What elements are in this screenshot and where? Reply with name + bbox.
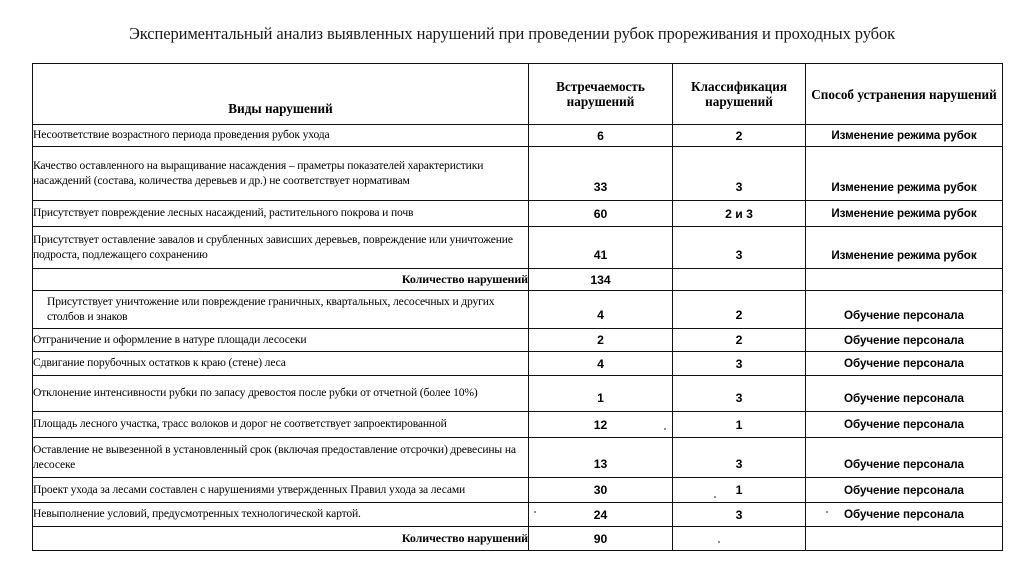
cell-classification: 3 [673, 147, 806, 201]
column-header-type: Виды нарушений [33, 64, 529, 125]
cell-remedy: Обучение персонала [806, 329, 1003, 352]
table-row [33, 291, 1003, 329]
table-summary-row [33, 527, 1003, 551]
table-row [33, 125, 1003, 147]
cell-frequency: 4 [529, 291, 673, 329]
table-row [33, 438, 1003, 478]
cell-violation-type: Несоответствие возрастного периода проведения рубок ухода [33, 125, 529, 147]
table-row [33, 412, 1003, 438]
cell-classification: 3 [673, 227, 806, 269]
cell-violation-type: Качество оставленного на выращивание насаждения – праметры показателей характеристики насаждений (состава, количества деревьев и др.) не соответствует нормативам [33, 147, 529, 201]
cell-remedy: Изменение режима рубок [806, 125, 1003, 147]
cell-remedy: Обучение персонала [806, 503, 1003, 527]
cell-frequency: 6 [529, 125, 673, 147]
table-row [33, 503, 1003, 527]
cell-violation-type: Отклонение интенсивности рубки по запасу древостоя после рубки от отчетной (более 10%) [33, 376, 529, 412]
summary-blank-classification [673, 269, 806, 291]
table-row [33, 201, 1003, 227]
cell-frequency: 33 [529, 147, 673, 201]
summary-total: 134 [529, 269, 673, 291]
cell-remedy: Обучение персонала [806, 376, 1003, 412]
table-row [33, 352, 1003, 376]
cell-remedy: Изменение режима рубок [806, 227, 1003, 269]
cell-violation-type: Отграничение и оформление в натуре площади лесосеки [33, 329, 529, 352]
column-header-frequency: Встречаемость нарушений [529, 64, 673, 125]
cell-frequency: 1 [529, 376, 673, 412]
cell-violation-type: Присутствует оставление завалов и срубленных зависших деревьев, повреждение или уничтожение подроста, подлежащего сохранению [33, 227, 529, 269]
table-summary-row [33, 269, 1003, 291]
page-title: Экспериментальный анализ выявленных нарушений при проведении рубок прореживания и проходных рубок [128, 24, 896, 43]
cell-classification: 2 [673, 291, 806, 329]
cell-classification: 2 и 3 [673, 201, 806, 227]
scan-speck [714, 496, 716, 498]
cell-classification: 2 [673, 329, 806, 352]
table-header-row [33, 64, 1003, 125]
summary-label: Количество нарушений [33, 527, 529, 551]
column-header-classification: Классификация нарушений [673, 64, 806, 125]
cell-classification: 3 [673, 352, 806, 376]
table-header [33, 64, 1003, 125]
scan-speck [534, 511, 536, 513]
cell-classification: 3 [673, 376, 806, 412]
scan-speck [826, 511, 828, 513]
cell-violation-type: Невыполнение условий, предусмотренных технологической картой. [33, 503, 529, 527]
table-row [33, 147, 1003, 201]
scan-speck [718, 541, 720, 543]
summary-blank-remedy [806, 527, 1003, 551]
violations-table-container [32, 63, 1002, 551]
cell-violation-type: Сдвигание порубочных остатков к краю (стене) леса [33, 352, 529, 376]
cell-classification: 3 [673, 438, 806, 478]
table-body [33, 125, 1003, 551]
cell-remedy: Изменение режима рубок [806, 201, 1003, 227]
cell-frequency: 30 [529, 478, 673, 503]
cell-frequency: 4 [529, 352, 673, 376]
cell-frequency: 41 [529, 227, 673, 269]
cell-remedy: Обучение персонала [806, 291, 1003, 329]
cell-frequency: 2 [529, 329, 673, 352]
cell-frequency: 12 [529, 412, 673, 438]
cell-classification: 3 [673, 503, 806, 527]
violations-table [32, 63, 1003, 551]
table-row [33, 478, 1003, 503]
cell-frequency: 13 [529, 438, 673, 478]
cell-classification: 1 [673, 478, 806, 503]
summary-blank-remedy [806, 269, 1003, 291]
table-row [33, 329, 1003, 352]
column-header-remedy: Способ устранения нарушений [806, 64, 1003, 125]
cell-remedy: Изменение режима рубок [806, 147, 1003, 201]
cell-violation-type: Проект ухода за лесами составлен с нарушениями утвержденных Правил ухода за лесами [33, 478, 529, 503]
summary-label: Количество нарушений [33, 269, 529, 291]
cell-violation-type: Оставление не вывезенной в установленный срок (включая предоставление отсрочки) древесины на лесосеке [33, 438, 529, 478]
scan-speck [664, 428, 666, 430]
cell-violation-type: Присутствует уничтожение или повреждение граничных, квартальных, лесосечных и других столбов и знаков [33, 291, 529, 329]
cell-classification: 2 [673, 125, 806, 147]
cell-frequency: 60 [529, 201, 673, 227]
table-row [33, 227, 1003, 269]
summary-blank-classification [673, 527, 806, 551]
cell-remedy: Обучение персонала [806, 412, 1003, 438]
cell-frequency: 24 [529, 503, 673, 527]
cell-violation-type: Площадь лесного участка, трасс волоков и дорог не соответствует запроектированной [33, 412, 529, 438]
table-row [33, 376, 1003, 412]
cell-remedy: Обучение персонала [806, 438, 1003, 478]
cell-remedy: Обучение персонала [806, 352, 1003, 376]
cell-remedy: Обучение персонала [806, 478, 1003, 503]
cell-classification: 1 [673, 412, 806, 438]
cell-violation-type: Присутствует повреждение лесных насаждений, растительного покрова и почв [33, 201, 529, 227]
summary-total: 90 [529, 527, 673, 551]
